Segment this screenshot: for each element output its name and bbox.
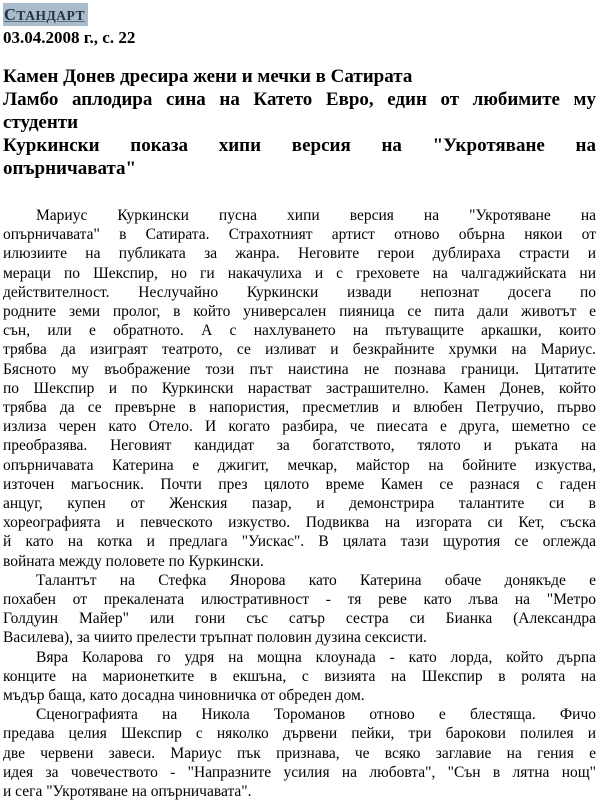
masthead-source-link[interactable]: СТАНДАРТ [3,3,88,26]
body-line: опърничавата Катерина е джигит, мечкар, майстор на бойните изкуства, [3,456,596,474]
body-line: войната между половете по Куркински. [3,552,264,570]
article-body [3,206,596,800]
body-line: Василева), за чиито прелести тръпнат половин дузина сексисти. [3,629,427,647]
body-line: сън, или е обратното. А с нахлуването на пътуващите аркашки, които [3,322,596,340]
body-line: трябва да изиграят театрото, се изливат и безкрайните хрумки на Мариус. [3,341,596,359]
dateline: 03.04.2008 г., с. 22 [3,28,136,47]
body-line: опърничавата" в Сатирата. Страхотният артист отново обърна някои от [3,226,596,244]
body-line: идея за човечеството - "Напразните усилия на любовта", "Сън в лятна нощ" [3,763,596,781]
paragraph [3,648,596,706]
paragraph [3,206,596,571]
masthead-row [3,3,596,26]
headline-line: опърничавата" [3,158,137,179]
headline-block [3,65,596,180]
body-line: по Шекспир и по Куркински нарастват застрашително. Камен Донев, който [3,379,596,397]
body-line: анцуг, купен от Женския пазар, и демонстрира талантите си в [3,495,596,513]
body-line: родните земи пролог, в който универсален пияница се пита дали животът е [3,303,596,321]
body-line: и сега "Укротяване на опърничавата". [3,783,252,800]
body-line: Мариус Куркински пусна хипи версия на "Укротяване на [36,207,596,224]
body-line: източен магьосник. Почти през цялото време Камен се разнася с гаден [3,475,596,493]
body-line: конците на марионетките в екшъна, с визията на Шекспир в ролята на [3,667,596,685]
body-line: трябва да се превърне в напористия, пресметлив и влюбен Петручио, първо [3,399,596,417]
body-line: Талантът на Стефка Янорова като Катерина обаче донякъде е [36,571,596,589]
headline-line: Куркински показа хипи версия на "Укротяване на [3,135,596,156]
body-line: Сценографията на Никола Тороманов отново е блестяща. Фичо [36,706,596,724]
body-line: Голдуин Майер" или гони със сатър сестра си Бианка (Александра [3,610,596,628]
paragraph [3,705,596,800]
headline-line: Ламбо аплодира сина на Катето Евро, един от любимите му [3,89,596,110]
headline-line: студенти [3,112,79,133]
body-line: хореографията и певческото изкуство. Подвиква на изгората си Кет, съска [3,514,596,532]
body-line: излиза черен като Отело. И когато разбира, че пиесата е друга, шеметно се [3,418,596,436]
paragraph [3,571,596,648]
body-line: действителност. Неслучайно Куркински извади непознат досега по [3,283,596,301]
headline-line: Камен Донев дресира жени и мечки в Сатирата [3,66,413,87]
body-line: илюзиите на публиката за жанра. Неговите герои дублираха страсти и [3,245,596,263]
body-line: й като на котка и предлага "Уискас". В цялата тази щуротия се оглежда [3,533,596,551]
body-line: мъдър баща, като досадна чиновничка от обреден дом. [3,687,365,705]
body-line: мераци по Шекспир, но ги накачулиха и с греховете на чалгаджийската ни [3,264,596,282]
body-line: похабен от прекалената илюстративност - тя реве като лъва на "Метро [3,591,596,609]
body-line: Вяра Коларова го удря на мощна клоунада - като лорда, който дърпа [36,648,596,666]
body-line: предава целия Шекспир с няколко дървени пейки, три барокови полилея и [3,725,596,743]
body-line: две червени завеси. Мариус пък признава, че всяко заглавие на гения е [3,744,596,762]
body-line: преобразява. Неговият кандидат за богатството, тялото и ръката на [3,437,596,455]
body-line: Бясното му въображение този път наистина не познава граници. Цитатите [3,360,596,378]
